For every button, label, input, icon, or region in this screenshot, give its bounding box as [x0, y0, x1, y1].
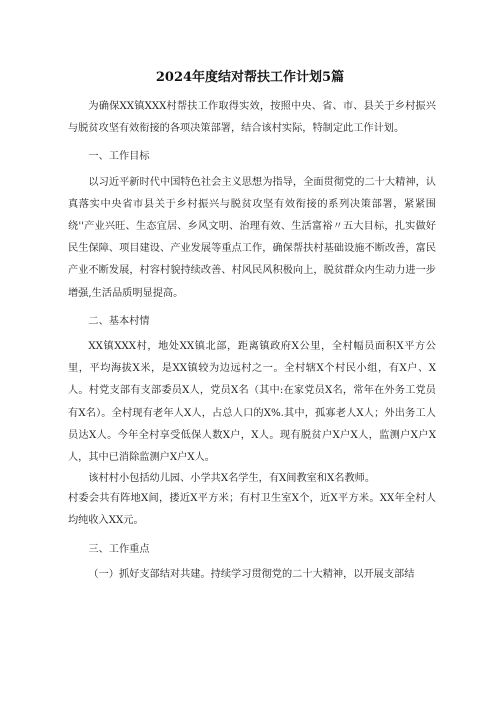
village-info-paragraph: XX镇XXX村，地处XX镇北部，距离镇政府X公里，全村幅员面积X平方公里，平均海拔X米，是XX镇较为边远村之一。全村辖X个村民小组，有X户、X人。村党支部有支部委员X人，党员X名（其中:在家党员X名，常年在外务工党员有X名）。全村现有老年人X人，占总人口的X%.其中，孤寡老人X人；外出务工人员达X人。今年全村享受低保人数X户，X人。现有脱贫户X户X人，监测户X户X人，其中已消除监测户X户X人。	[68, 341, 436, 464]
facilities-paragraph: 村委会共有阵地X间，搂近X平方米；有村卫生室X个，近X平方米。XX年全村人均纯收入XX元。	[68, 493, 436, 527]
school-paragraph: 该村村小包括幼儿园、小学共X名学生，有X间教室和X名教师。	[88, 473, 376, 485]
goals-paragraph: 以习近平新时代中国特色社会主义思想为指导，全面贯彻党的二十大精神，认真落实中央省市县关于乡村振兴与脱贫攻坚有效衔接的系列决策部署，紧紧围绕''产业兴旺、生态宜居、乡风文明、治理有效、生活富裕〃五大目标，扎实做好民生保障、项目建设、产业发展等重点工作，确保帮扶村基础设施不断改善，富民产业不断发展，村容村貌持续改善、村风民风积极向上，脱贫群众内生动力进一步增强,生活品质明显提高。	[68, 176, 436, 299]
intro-paragraph: 为确保XX镇XXX村帮扶工作取得实效，按照中央、省、市、县关于乡村振兴与脱贫攻坚有效衔接的各项决策部署，结合该村实际，特制定此工作计划。	[68, 101, 436, 135]
section-heading-village-info: 二、基本村情	[88, 315, 150, 327]
document-title: 2024年度结对帮扶工作计划5篇	[155, 70, 345, 85]
section-heading-key-work: 三、工作重点	[88, 543, 150, 555]
key-work-item-1: （一）抓好支部结对共建。持续学习贯彻党的二十大精神，以开展支部结	[88, 568, 415, 580]
section-heading-goals: 一、工作目标	[88, 151, 150, 163]
document-body	[68, 96, 436, 586]
